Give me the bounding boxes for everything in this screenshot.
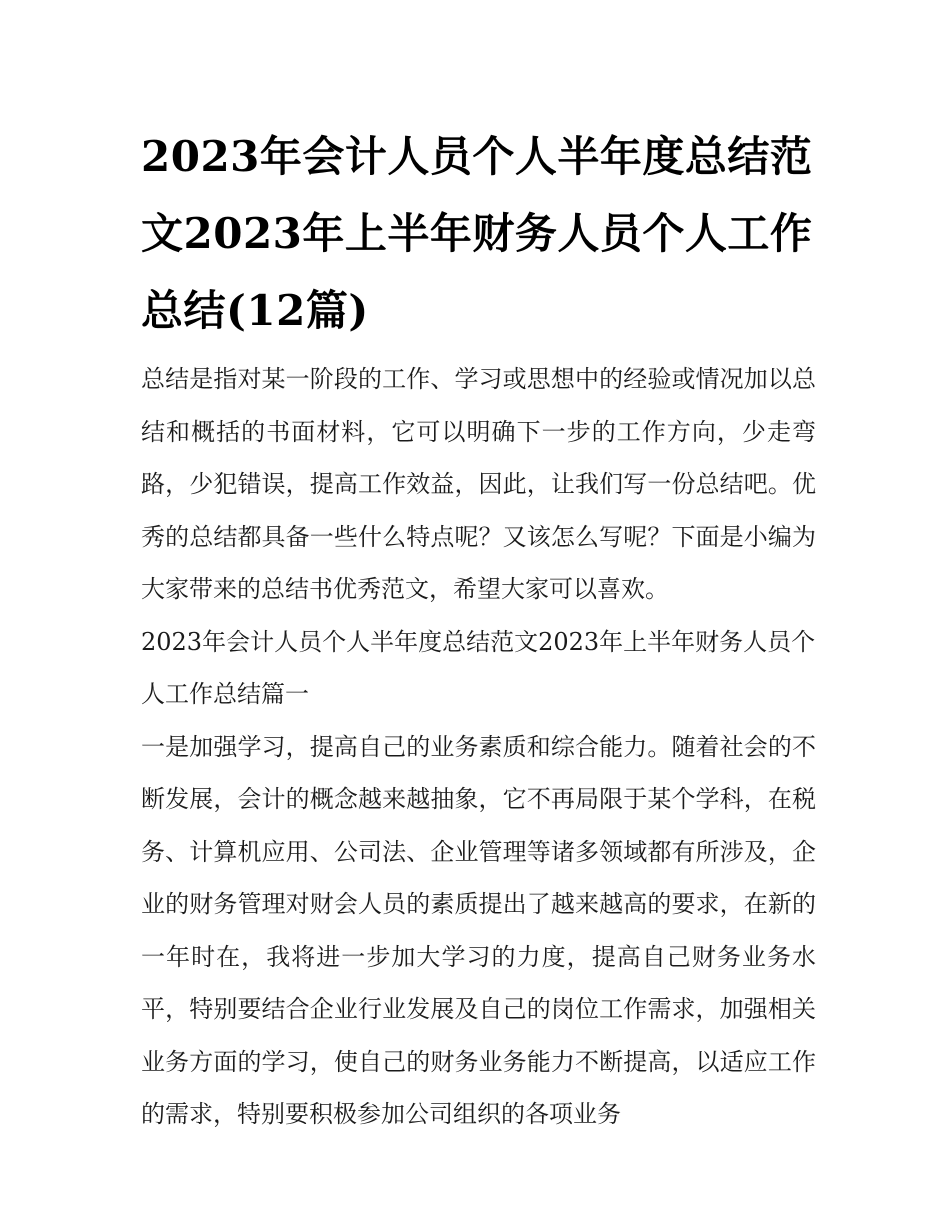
intro-paragraph: 总结是指对某一阶段的工作、学习或思想中的经验或情况加以总结和概括的书面材料，它可以明确下一步的工作方向，少走弯路，少犯错误，提高工作效益，因此，让我们写一份总结吧。优秀的总结都具备一些什么特点呢？又该怎么写呢？下面是小编为大家带来的总结书优秀范文，希望大家可以喜欢。 [141,365,816,603]
document-title: 2023年会计人员个人半年度总结范文2023年上半年财务人员个人工作总结(12篇) [141,132,813,335]
document-content [141,118,816,1141]
body-paragraph: 一是加强学习，提高自己的业务素质和综合能力。随着社会的不断发展，会计的概念越来越抽象，它不再局限于某个学科，在税务、计算机应用、公司法、企业管理等诸多领域都有所涉及，企业的财务管理对财会人员的素质提出了越来越高的要求，在新的一年时在，我将进一步加大学习的力度，提高自己财务业务水平，特别要结合企业行业发展及自己的岗位工作需求，加强相关业务方面的学习，使自己的财务业务能力不断提高，以适应工作的需求，特别要积极参加公司组织的各项业务 [141,732,816,1128]
section-heading: 2023年会计人员个人半年度总结范文2023年上半年财务人员个人工作总结篇一 [141,627,816,708]
